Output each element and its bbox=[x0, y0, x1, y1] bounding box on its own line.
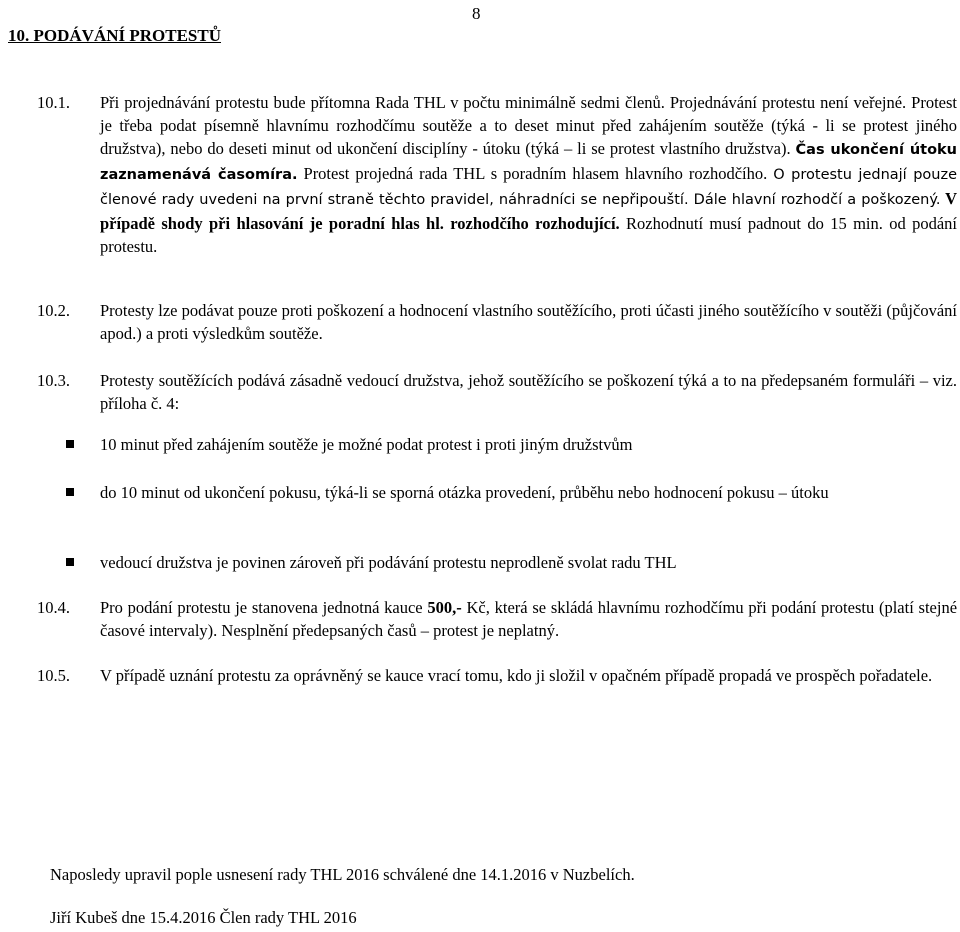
paragraph-10-3 bbox=[37, 369, 957, 415]
list-item-text: vedoucí družstva je povinen zároveň při podávání protestu neprodleně svolat radu THL bbox=[100, 553, 677, 572]
list-item bbox=[66, 481, 957, 504]
list-item bbox=[66, 551, 957, 574]
paragraph-10-4 bbox=[37, 596, 957, 642]
footer-revision-note: Naposledy upravil pople usnesení rady THL 2016 schválené dne 14.1.2016 v Nuzbelích. bbox=[50, 865, 635, 884]
paragraph-body: Protesty soutěžících podává zásadně vedoucí družstva, jehož soutěžícího se poškození týká a to na předepsaném formuláři – viz. příloha č. 4: bbox=[100, 371, 957, 413]
paragraph-number: 10.4. bbox=[37, 598, 70, 617]
list-item-text: do 10 minut od ukončení pokusu, týká-li se sporná otázka provedení, průběhu nebo hodnocení pokusu – útoku bbox=[100, 483, 829, 502]
paragraph-emphasis: V případě shody při hlasování je poradní hlas hl. rozhodčího rozhodující. bbox=[100, 189, 957, 233]
section-title: 10. PODÁVÁNÍ PROTESTŮ bbox=[8, 26, 221, 45]
square-bullet-icon bbox=[66, 488, 74, 496]
paragraph-emphasis: Čas ukončení útoku zaznamenává časomíra. bbox=[100, 142, 958, 183]
paragraph-10-2 bbox=[37, 299, 957, 345]
square-bullet-icon bbox=[66, 440, 74, 448]
list-item bbox=[66, 433, 957, 456]
paragraph-body: Protesty lze podávat pouze proti poškození a hodnocení vlastního soutěžícího, proti účasti jiného soutěžícího v soutěži (půjčování apod.) a proti výsledkům soutěže. bbox=[100, 301, 957, 343]
paragraph-text: Pro podání protestu je stanovena jednotná kauce bbox=[100, 598, 423, 617]
paragraph-number: 10.1. bbox=[37, 93, 70, 112]
paragraph-text: Kč, která se skládá hlavnímu rozhodčímu při podání protestu (platí stejné časové intervaly). Nesplnění předepsaných časů – protest je neplatný. bbox=[100, 598, 958, 640]
paragraph-text: Rozhodnutí musí padnout do 15 min. od podání protestu. bbox=[100, 214, 957, 256]
paragraph-body bbox=[100, 596, 957, 642]
paragraph-text: Protest projedná rada THL s poradním hlasem hlavního rozhodčího. bbox=[303, 164, 768, 183]
paragraph-body: V případě uznání protestu za oprávněný se kauce vrací tomu, kdo ji složil v opačném případě propadá ve prospěch pořadatele. bbox=[100, 666, 933, 685]
deposit-amount: 500,- bbox=[427, 598, 462, 617]
paragraph-10-1 bbox=[37, 91, 957, 258]
paragraph-text: Při projednávání protestu bude přítomna Rada THL v počtu minimálně sedmi členů. Projednávání protestu není veřejné. Protest je třeba podat písemně hlavnímu rozhodčímu soutěže a to deset minut před zahájením soutěže (týká - li se protest jiného družstva), nebo do deseti minut od ukončení disciplíny - útoku (týká – li se protest vlastního družstva). bbox=[100, 93, 957, 158]
paragraph-number: 10.3. bbox=[37, 371, 70, 390]
paragraph-body bbox=[100, 91, 957, 258]
paragraph-text: O protestu jednají pouze členové rady uvedeni na první straně těchto pravidel, náhradníci se nepřipouští. Dále hlavní rozhodčí a poškozený. bbox=[100, 167, 957, 208]
paragraph-number: 10.2. bbox=[37, 301, 70, 320]
paragraph-10-5 bbox=[37, 664, 957, 687]
square-bullet-icon bbox=[66, 558, 74, 566]
page-number: 8 bbox=[472, 4, 481, 23]
paragraph-number: 10.5. bbox=[37, 666, 70, 685]
list-item-text: 10 minut před zahájením soutěže je možné podat protest i proti jiným družstvům bbox=[100, 435, 633, 454]
footer-signature-line: Jiří Kubeš dne 15.4.2016 Člen rady THL 2016 bbox=[50, 908, 357, 927]
